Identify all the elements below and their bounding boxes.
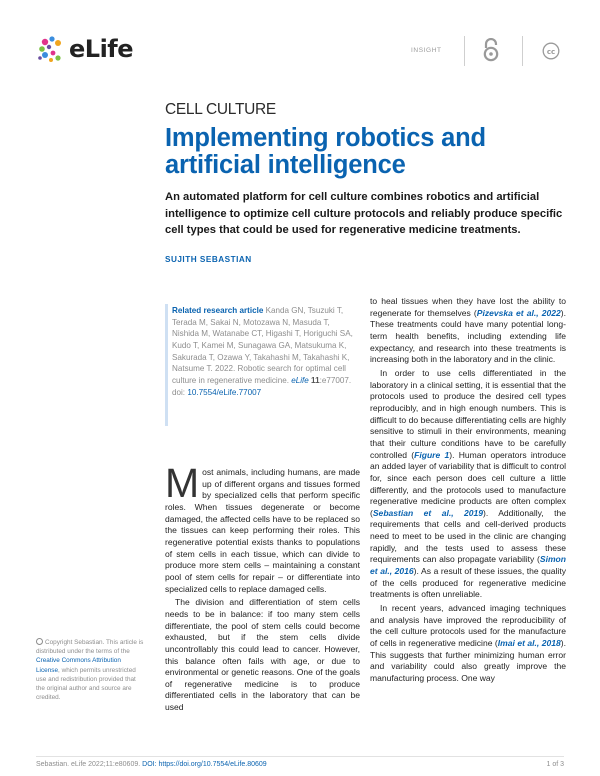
- related-doi-link[interactable]: 10.7554/eLife.77007: [187, 387, 262, 397]
- open-access-icon: [480, 38, 502, 62]
- author-name[interactable]: SUJITH SEBASTIAN: [165, 255, 252, 264]
- related-article-citation: Kanda GN, Tsuzuki T, Terada M, Sakai N, Motozawa N, Masuda T, Nishida M, Watanabe CT, Higashi T, Horiguchi SA, Kudo T, Kamei M, Sunagawa GA, Matsukuma K, Sakurada T, Ozawa Y, Takahashi M, Takahashi K, Natsume T. 2022. Robotic search for optimal cell culture in regenerative medicine.: [172, 306, 353, 385]
- copyright-text: Copyright Sebastian. This article is distributed under the terms of the: [36, 639, 144, 656]
- paragraph-text: In order to use cells differentiated in the laboratory in a clinical setting, it is essential that the protocols used to produce the desired cell types reproducibly, and in high enough numbers. This is difficult to do because differentiating cells are highly sensitive to stimuli in their environments, meaning that their culture conditions have to be carefully controlled (: [370, 367, 566, 460]
- related-journal: eLife: [291, 375, 309, 385]
- paragraph-text: In recent years, advanced imaging techniques and analysis have improved the reproducibility of the cell culture protocols used for the manufacture of cells in regenerative medicine (: [370, 603, 566, 649]
- body-column-left: [165, 460, 360, 716]
- figure-link[interactable]: Figure 1: [414, 449, 450, 460]
- license-link[interactable]: Creative Commons Attribution License: [36, 657, 121, 674]
- paragraph-text: ). As a result of these issues, the quality of the cells produced for regenerative medicine treatments is often unreliable.: [370, 566, 566, 600]
- article-title: Implementing robotics and artificial intelligence: [165, 124, 486, 179]
- page-number: 1 of 3: [546, 761, 564, 768]
- citation-link[interactable]: Imai et al., 2018: [497, 638, 561, 649]
- drop-cap: M: [165, 460, 200, 506]
- elife-logo-icon: [36, 34, 66, 64]
- abstract: An automated platform for cell culture combines robotics and artificial intelligence to optimize cell culture protocols and reliably produce specific cell types that could be used for regenerative medicine treatments.: [165, 191, 563, 236]
- copyright-note: [36, 638, 146, 702]
- citation-link[interactable]: Pizevska et al., 2022: [476, 307, 561, 318]
- footer-citation-text: Sebastian. eLife 2022;11:e80609.: [36, 761, 141, 768]
- header-divider: [522, 36, 523, 66]
- related-volume: 11: [311, 375, 320, 385]
- footer-doi-label: DOI:: [142, 761, 157, 768]
- citation-link[interactable]: Sebastian et al., 2019: [372, 507, 484, 518]
- paragraph-text: ). Additionally, the requirements that cells and cell-derived products need to meet to be used in the clinic are changing rapidly, and the tests used to assess these requirements can also propagate variability (: [370, 507, 566, 565]
- logo-text: eLife: [69, 35, 134, 63]
- elife-logo[interactable]: [36, 34, 133, 64]
- related-article-bar: [165, 304, 168, 426]
- header-divider: [464, 36, 465, 66]
- footer-citation: [36, 761, 267, 768]
- footer-doi-link[interactable]: https://doi.org/10.7554/eLife.80609: [158, 761, 267, 768]
- body-column-right: [370, 296, 566, 687]
- related-article-number: :e77007. doi:: [172, 375, 352, 397]
- paragraph-text: ). This suggests that further minimizing human error and variability could also greatly improve the manufacturing process. One way: [370, 638, 566, 683]
- paragraph: The division and differentiation of stem cells needs to be in balance: if too many stem cells differentiate, the pool of stem cells could become exhausted, but if the stem cells divide uncontrollably this could lead to cancer. However, this balance often fails with age, or due to environmental or genetic reasons. One of the goals of regenerative medicine is to produce differentiated cells in the laboratory that can be used: [165, 597, 360, 713]
- paragraph: [370, 296, 566, 366]
- related-article: [172, 305, 358, 398]
- paragraph-text: to heal tissues when they have lost the ability to regenerate for themselves (: [370, 296, 566, 318]
- article-type-label: INSIGHT: [411, 47, 442, 54]
- paragraph: [370, 368, 566, 601]
- copyright-text: , which permits unrestricted use and redistribution provided that the original author and source are credited.: [36, 666, 136, 702]
- paragraph-text: ). Human operators introduce an added layer of variability that is difficult to control for, since each person does cell culture a little differently, and the protocols used to manufacture regenerative medicine products are often complex (: [370, 449, 566, 518]
- subject-heading: CELL CULTURE: [165, 101, 276, 118]
- footer-divider: [36, 756, 564, 757]
- citation-link[interactable]: Simon et al., 2016: [370, 554, 566, 577]
- paragraph-text: ). These treatments could have many potential long-term health benefits, including extending life expectancy, and research into these treatments is increasing both in the laboratory and in the clinic.: [370, 307, 567, 365]
- paragraph-text: ost animals, including humans, are made up of different organs and tissues formed by specialized cells that perform specific roles. When tissues degenerate or become damaged, the affected cells have to be replaced so the tissues can keep performing their roles. This regenerative potential exists thanks to populations of stem cells in each tissue, which can divide to produce more stem cells – maintaining a constant pool of stem cells for repair – or differentiate into specialized cells to replace damaged cells.: [165, 467, 360, 594]
- svg-text:cc: cc: [546, 47, 556, 56]
- paragraph: [165, 460, 360, 595]
- copyright-icon: [36, 638, 43, 645]
- related-article-label: Related research article: [172, 306, 264, 315]
- paragraph: [370, 603, 566, 685]
- creative-commons-icon: [542, 42, 560, 60]
